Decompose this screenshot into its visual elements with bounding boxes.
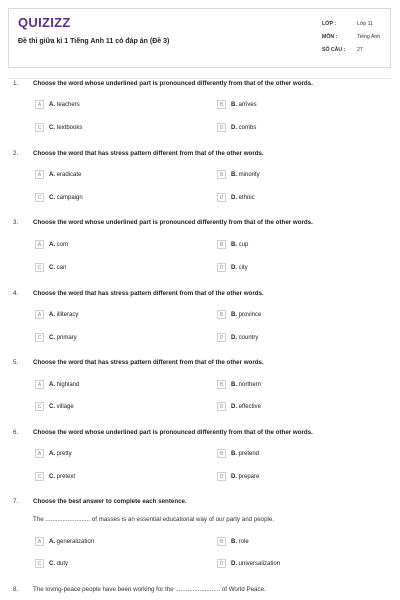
option-key: D.: [231, 194, 237, 201]
option-letter-box: A: [35, 537, 44, 546]
meta-row-subject: [322, 30, 388, 43]
option-text: role: [238, 538, 249, 545]
option-a[interactable]: [35, 99, 80, 110]
option-text: primary: [56, 334, 77, 341]
option-text: northern: [238, 381, 262, 388]
option-key: C.: [49, 560, 55, 567]
option-d[interactable]: [217, 332, 258, 343]
meta-label: MÔN :: [322, 33, 338, 40]
meta-value: 27: [357, 46, 363, 53]
option-key: D.: [231, 473, 237, 480]
option-letter-box: B: [217, 100, 226, 109]
question-sentence: The loving-peace people have been working for the .......................... of World Peace.: [33, 586, 266, 593]
option-text: combs: [238, 124, 257, 131]
option-key: D.: [231, 334, 237, 341]
option-text: province: [238, 311, 262, 318]
option-b[interactable]: [217, 448, 259, 459]
option-key: A.: [49, 538, 55, 545]
option-letter-box: D: [217, 472, 226, 481]
option-letter-box: C: [35, 123, 44, 132]
question-number: 4.: [13, 290, 19, 297]
question-number: 6.: [13, 429, 19, 436]
option-key: D.: [231, 403, 237, 410]
option-c[interactable]: [35, 192, 83, 203]
option-key: C.: [49, 403, 55, 410]
question-text: Choose the word whose underlined part is pronounced differently from that of the other words.: [33, 219, 313, 226]
option-text: arrives: [238, 101, 257, 108]
option-text: duty: [56, 560, 69, 567]
option-letter-box: C: [35, 333, 44, 342]
question-text: Choose the word whose underlined part is pronounced differently from that of the other words.: [33, 80, 313, 87]
option-letter-box: C: [35, 402, 44, 411]
option-d[interactable]: [217, 192, 255, 203]
option-letter-box: B: [217, 170, 226, 179]
option-text: can: [56, 264, 67, 271]
option-text: pretend: [238, 450, 260, 457]
option-text: textbooks: [56, 124, 83, 131]
meta-value: Lớp 11: [357, 20, 373, 27]
option-key: D.: [231, 264, 237, 271]
option-key: C.: [49, 124, 55, 131]
option-letter-box: B: [217, 537, 226, 546]
option-key: B.: [231, 538, 237, 545]
option-text: generalization: [56, 538, 95, 545]
option-a[interactable]: [35, 169, 81, 180]
option-letter-box: B: [217, 240, 226, 249]
option-b[interactable]: [217, 379, 261, 390]
option-letter-box: B: [217, 380, 226, 389]
question-number: 1.: [13, 80, 19, 87]
question-text: Choose the word that has stress pattern different from that of the other words.: [33, 150, 264, 157]
option-b[interactable]: [217, 169, 260, 180]
option-b[interactable]: [217, 239, 248, 250]
option-key: A.: [49, 101, 55, 108]
option-text: highland: [56, 381, 80, 388]
option-text: minority: [238, 171, 260, 178]
option-letter-box: D: [217, 559, 226, 568]
option-letter-box: A: [35, 100, 44, 109]
option-key: C.: [49, 334, 55, 341]
option-letter-box: B: [217, 449, 226, 458]
option-key: B.: [231, 241, 237, 248]
header-divider: [8, 78, 391, 79]
option-text: village: [56, 403, 74, 410]
option-letter-box: A: [35, 170, 44, 179]
option-key: B.: [231, 381, 237, 388]
meta-value: Tiếng Anh: [357, 33, 381, 40]
option-text: illiteracy: [56, 311, 79, 318]
question-number: 7.: [13, 498, 19, 505]
option-b[interactable]: [217, 99, 257, 110]
option-a[interactable]: [35, 239, 68, 250]
meta-label: SỐ CÂU :: [322, 46, 346, 53]
question-number: 8.: [13, 586, 19, 593]
option-d[interactable]: [217, 401, 261, 412]
page-title: Đề thi giữa kì 1 Tiếng Anh 11 có đáp án (Đề 3): [18, 38, 170, 45]
option-c[interactable]: [35, 471, 75, 482]
option-c[interactable]: [35, 332, 77, 343]
option-a[interactable]: [35, 448, 72, 459]
question-text: Choose the best answer to complete each sentence.: [33, 498, 187, 505]
option-key: B.: [231, 311, 237, 318]
option-text: country: [238, 334, 259, 341]
option-key: A.: [49, 381, 55, 388]
option-letter-box: D: [217, 263, 226, 272]
option-text: universalization: [238, 560, 281, 567]
option-text: pretext: [56, 473, 76, 480]
option-text: prepare: [238, 473, 260, 480]
option-letter-box: C: [35, 263, 44, 272]
option-letter-box: D: [217, 193, 226, 202]
option-letter-box: C: [35, 472, 44, 481]
option-key: D.: [231, 560, 237, 567]
option-key: B.: [231, 450, 237, 457]
option-a[interactable]: [35, 379, 79, 390]
option-key: C.: [49, 264, 55, 271]
option-letter-box: C: [35, 559, 44, 568]
option-c[interactable]: [35, 401, 74, 412]
option-d[interactable]: [217, 262, 248, 273]
option-text: pretty: [56, 450, 72, 457]
option-c[interactable]: [35, 558, 68, 569]
option-letter-box: D: [217, 333, 226, 342]
option-text: effective: [238, 403, 261, 410]
option-d[interactable]: [217, 122, 256, 133]
option-b[interactable]: [217, 309, 261, 320]
option-a[interactable]: [35, 309, 78, 320]
option-key: A.: [49, 311, 55, 318]
option-c[interactable]: [35, 262, 66, 273]
option-key: C.: [49, 194, 55, 201]
option-c[interactable]: [35, 122, 82, 133]
option-key: A.: [49, 450, 55, 457]
meta-row-count: [322, 43, 388, 56]
question-text: Choose the word that has stress pattern different from that of the other words.: [33, 290, 264, 297]
option-letter-box: C: [35, 193, 44, 202]
option-key: B.: [231, 101, 237, 108]
option-text: corn: [56, 241, 69, 248]
meta-row-class: [322, 17, 388, 30]
quizizz-logo: QUIZIZZ: [18, 15, 71, 30]
option-b[interactable]: [217, 536, 249, 547]
option-key: A.: [49, 241, 55, 248]
option-letter-box: A: [35, 240, 44, 249]
option-d[interactable]: [217, 558, 280, 569]
meta-label: LỚP :: [322, 20, 337, 27]
meta-panel: [322, 17, 388, 56]
option-text: eradicate: [56, 171, 82, 178]
option-letter-box: A: [35, 449, 44, 458]
option-letter-box: B: [217, 310, 226, 319]
option-text: teachers: [56, 101, 80, 108]
question-text: Choose the word whose underlined part is pronounced differently from that of the other words.: [33, 429, 313, 436]
option-key: B.: [231, 171, 237, 178]
option-text: ethnic: [238, 194, 255, 201]
option-d[interactable]: [217, 471, 259, 482]
question-text: Choose the word that has stress pattern different from that of the other words.: [33, 359, 264, 366]
question-number: 5.: [13, 359, 19, 366]
worksheet-header: [8, 8, 391, 68]
question-number: 2.: [13, 150, 19, 157]
option-key: A.: [49, 171, 55, 178]
option-letter-box: D: [217, 123, 226, 132]
option-a[interactable]: [35, 536, 94, 547]
option-text: city: [238, 264, 248, 271]
question-sentence: The .......................... of masses is an essential educational way of our party and people.: [33, 516, 275, 523]
question-number: 3.: [13, 219, 19, 226]
option-text: campaign: [56, 194, 83, 201]
option-key: D.: [231, 124, 237, 131]
option-letter-box: A: [35, 310, 44, 319]
option-key: C.: [49, 473, 55, 480]
option-letter-box: D: [217, 402, 226, 411]
option-text: cup: [238, 241, 249, 248]
option-letter-box: A: [35, 380, 44, 389]
